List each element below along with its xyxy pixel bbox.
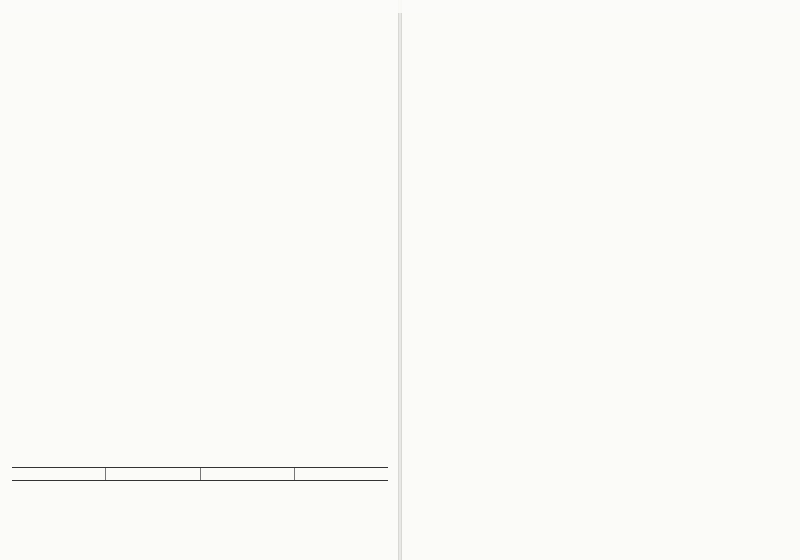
exam-source-line bbox=[12, 455, 18, 463]
right-page bbox=[402, 0, 800, 560]
full-score bbox=[106, 468, 200, 480]
answer-page bbox=[295, 468, 388, 480]
info-bar bbox=[12, 467, 388, 481]
score-field bbox=[201, 468, 295, 480]
bottom-left-text bbox=[12, 489, 192, 496]
left-page bbox=[0, 0, 398, 560]
watermark bbox=[0, 0, 800, 13]
time-limit bbox=[12, 468, 106, 480]
